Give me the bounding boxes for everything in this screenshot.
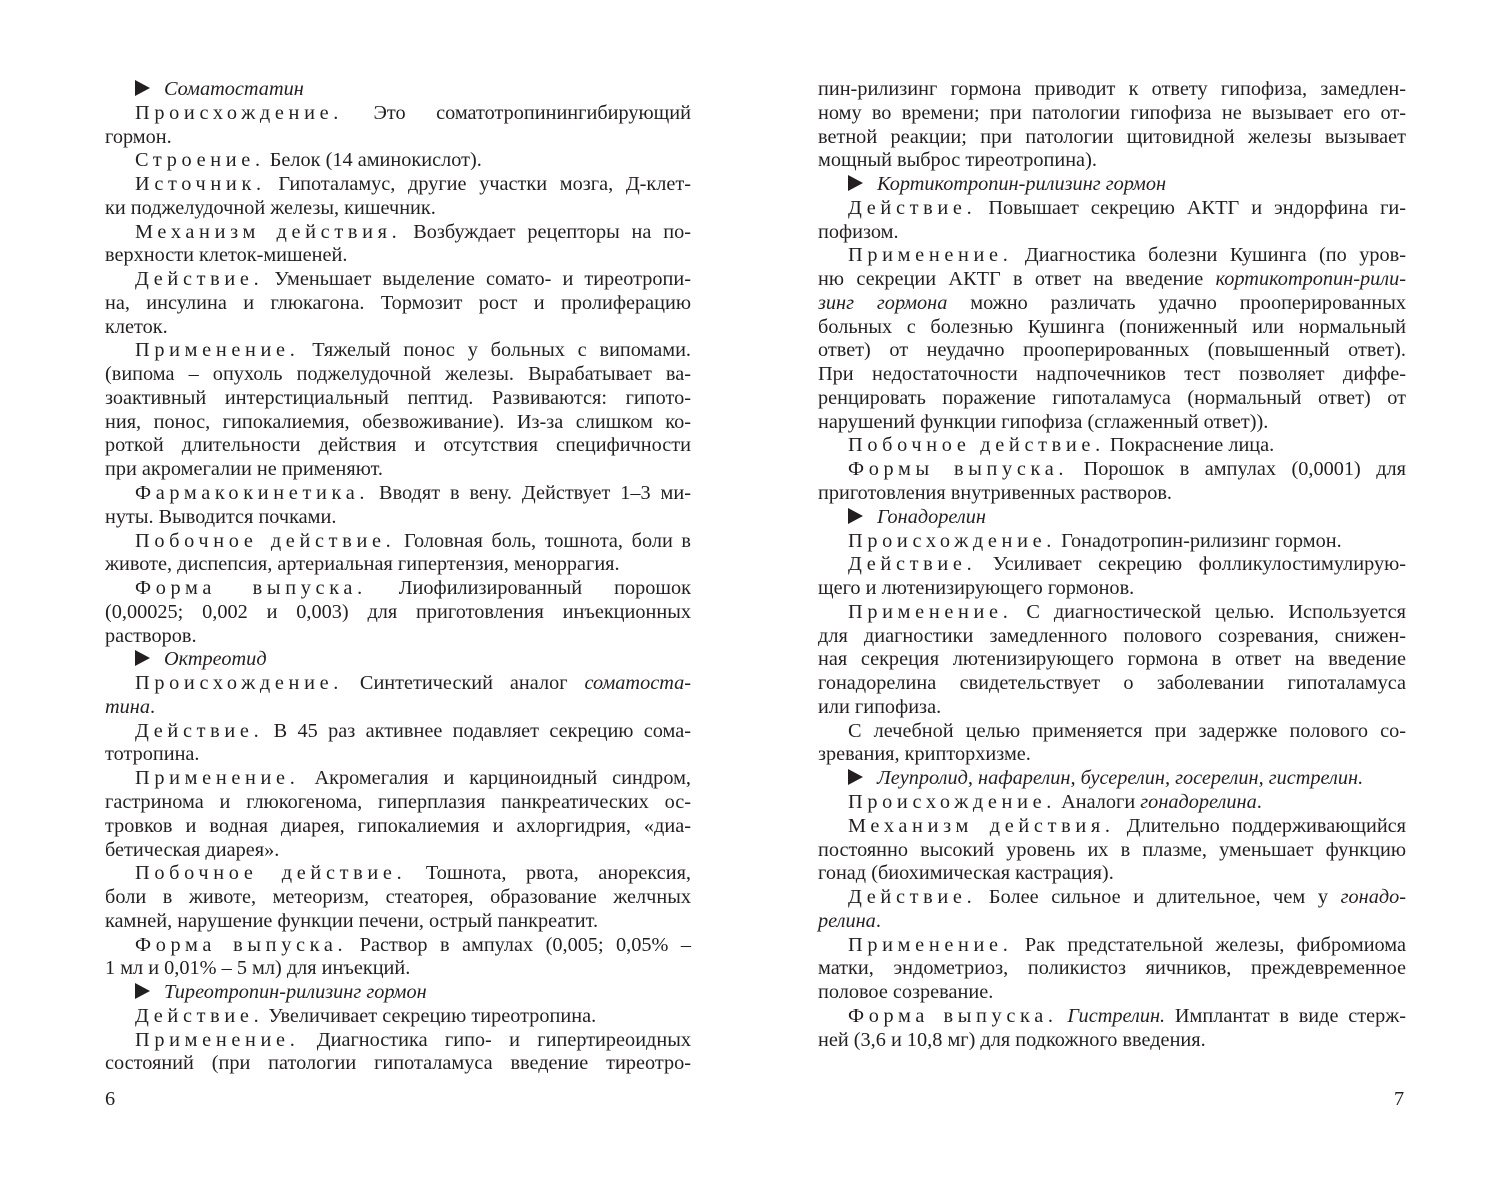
text-line [105,839,691,863]
text-line [105,316,691,340]
triangle-bullet-icon [135,80,150,96]
text-line [818,102,1406,126]
text-line [818,339,1406,363]
body-text: на, инсулина и глюкагона. Тормозит рост и пролиферацию [105,291,691,314]
body-text: Тяжелый понос у больных с випомами. [299,339,691,362]
left-page-text [105,78,691,1076]
body-text: Порошок в ампулах (0,0001) для [1068,458,1407,481]
text-line [818,411,1406,435]
body-text: Усиливает секрецию фолликулостимулирую- [976,553,1406,576]
body-text: ная секреция лютенизирующего гормона в ответ на введение [818,648,1406,671]
body-text: матки, эндометриоз, поликистоз яичников, преждевременное [818,957,1406,980]
text-line [818,268,1406,292]
triangle-bullet-icon [848,508,863,524]
text-line [818,1005,1406,1029]
body-text: или гипофиза. [818,695,942,718]
text-line [818,149,1406,173]
body-text: Рак предстательной железы, фибромиома [1012,933,1406,956]
text-line [105,767,691,791]
body-text: половое созревание. [818,981,994,1004]
text-line [818,530,1406,554]
spaced-label: Действие. [848,886,977,909]
text-line [105,957,691,981]
body-text: тровков и водная диарея, гипокалиемия и ахлоргидрия, «диа- [105,814,691,837]
body-text: ней (3,6 и 10,8 мг) для подкожного введения. [818,1028,1206,1051]
triangle-bullet-icon [135,650,150,666]
text-line [105,126,691,150]
body-text: постоянно высокий уровень их в плазме, уменьшает функцию [818,838,1406,861]
triangle-bullet-icon [848,175,863,191]
body-text: В 45 раз активнее подавляет секрецию сома- [263,719,691,742]
text-line [818,601,1406,625]
text-line [105,720,691,744]
text-line [818,815,1406,839]
text-line [818,126,1406,150]
text-line [818,197,1406,221]
body-text: Более сильное и длительное, чем у [976,886,1341,909]
body-text: при акромегалии не применяют. [105,458,383,481]
text-line [105,221,691,245]
body-text: Раствор в ампулах (0,005; 0,05% – [347,933,691,956]
body-text: ному во времени; при патологии гипофиза не вызывает его от- [818,101,1406,124]
text-line [818,577,1406,601]
heading-text: Тиреотропин-рилизинг гормон [164,981,427,1004]
italic-text: гонадорелина [1140,790,1257,813]
body-text: нуты. Выводится почками. [105,505,337,528]
text-line [105,506,691,530]
text-line [105,601,691,625]
heading-text: Гонадорелин [877,505,986,528]
body-text: тотропина. [105,743,200,766]
body-text: Аналоги [1056,790,1141,813]
text-line [818,1029,1406,1053]
text-line [818,672,1406,696]
text-line [818,221,1406,245]
body-text: ния, понос, гипокалиемия, обезвоживание). Из-за слишком ко- [105,410,691,433]
text-line [105,292,691,316]
text-line [818,910,1406,934]
body-text: Гипоталамус, другие участки мозга, Д-клет- [265,173,691,196]
body-text: Вводят в вену. Действует 1–3 ми- [369,482,691,505]
text-line [105,791,691,815]
spaced-label: Действие. [135,719,264,742]
spaced-label: Механизм действия. [135,220,402,243]
body-text: Возбуждает рецепторы на по- [401,220,691,243]
triangle-bullet-icon [135,983,150,999]
spaced-label: Действие. [848,196,977,219]
spaced-label: Строение. [135,149,265,172]
italic-text: релина [818,909,876,932]
body-text: клеток. [105,315,168,338]
italic-text: гонадо- [1340,886,1406,909]
spaced-label: Действие. [848,553,977,576]
body-text: . [1256,790,1262,813]
body-text: Диагностика гипо- и гипертиреоидных [299,1028,691,1051]
body-text: Диагностика болезни Кушинга (по уров- [1012,244,1406,267]
text-line [105,482,691,506]
body-text: гонад (биохимическая кастрация). [818,862,1114,885]
text-line [105,886,691,910]
body-text: зревания, крипторхизме. [818,743,1031,766]
body-text: гастринома и глюкогенома, гиперплазия панкреатических ос- [105,790,691,813]
text-line [105,339,691,363]
italic-text: Гистрелин. [1067,1004,1166,1027]
text-line [105,625,691,649]
text-line [818,458,1406,482]
body-text: растворов. [105,624,197,647]
italic-text: тина [105,695,150,718]
text-line [105,1052,691,1076]
text-line [818,363,1406,387]
text-line [818,625,1406,649]
body-text [1058,1005,1068,1027]
body-text: состояний (при патологии гипоталамуса введение тиреотро- [105,1052,691,1075]
text-line [105,363,691,387]
text-line [818,648,1406,672]
section-heading [818,506,1406,530]
text-line [818,316,1406,340]
text-line [818,78,1406,102]
text-line [818,934,1406,958]
text-line [818,292,1406,316]
spaced-label: Форма выпуска. [135,577,367,600]
italic-text: соматоста- [584,672,691,695]
body-text: 1 мл и 0,01% – 5 мл) для инъекций. [105,957,411,980]
body-text: ветной реакции; при патологии щитовидной железы вызывает [818,125,1406,148]
body-text: (випома – опухоль поджелудочной железы. Вырабатывает ва- [105,363,691,386]
body-text: С лечебной целью применяется при задержке полового со- [848,719,1406,742]
text-line [818,886,1406,910]
spaced-label: Побочное действие. [848,434,1105,457]
page-number-right: 7 [1394,1088,1405,1110]
text-line [105,743,691,767]
text-line [818,791,1406,815]
body-text: гормон. [105,125,172,148]
body-text: Это соматотропинингибирующий [343,101,691,124]
spaced-label: Форма выпуска. [135,933,348,956]
text-line [818,553,1406,577]
spaced-label: Применение. [135,1028,300,1051]
body-text: (0,00025; 0,002 и 0,003) для приготовления инъекционных [105,600,691,623]
text-line [105,387,691,411]
text-line [105,815,691,839]
text-line [818,696,1406,720]
spaced-label: Формы выпуска. [848,458,1069,481]
body-text: пин-рилизинг гормона приводит к ответу гипофиза, замедлен- [818,78,1406,100]
spaced-label: Происхождение. [135,101,343,124]
body-text: Покраснение лица. [1104,434,1275,457]
body-text: для диагностики замедленного полового созревания, снижен- [818,624,1406,647]
spaced-label: Происхождение. [848,790,1056,813]
spaced-label: Источник. [135,173,266,196]
text-line [105,149,691,173]
spaced-label: Действие. [135,1004,264,1027]
body-text: Имплантат в виде стерж- [1165,1004,1406,1027]
text-line [105,696,691,720]
italic-text: кортикотропин-рили- [1215,268,1406,291]
spaced-label: Происхождение. [848,529,1056,552]
body-text: . [150,695,156,718]
text-line [105,672,691,696]
text-line [105,102,691,126]
spaced-label: Применение. [848,244,1013,267]
body-text: ренцировать поражение гипоталамуса (нормальный ответ) от [818,386,1406,409]
text-line [105,934,691,958]
body-text: При недостаточности надпочечников тест позволяет диффе- [818,363,1406,386]
spaced-label: Применение. [848,933,1013,956]
text-line [105,862,691,886]
section-heading [105,981,691,1005]
page-number-left: 6 [105,1088,116,1110]
text-line [105,530,691,554]
text-line [105,434,691,458]
spaced-label: Механизм действия. [848,814,1115,837]
text-line [105,197,691,221]
text-line [818,743,1406,767]
spaced-label: Применение. [848,600,1013,623]
section-heading [818,767,1406,791]
text-line [105,1029,691,1053]
body-text: бетическая диарея». [105,838,280,861]
body-text: зоактивный интерстициальный пептид. Развиваются: гипото- [105,386,691,409]
italic-text: зинг гормона [818,291,948,314]
text-line [105,458,691,482]
body-text: верхности клеток-мишеней. [105,244,348,267]
body-text: ответ) от неудачно прооперированных (повышенный ответ). [818,339,1406,362]
body-text: Тошнота, рвота, анорексия, [406,862,691,885]
body-text: можно различать удачно прооперированных [947,291,1406,314]
body-text: Уменьшает выделение сомато- и тиреотропи- [263,268,691,291]
text-line [105,910,691,934]
spaced-label: Фармакокинетика. [135,482,370,505]
text-line [105,577,691,601]
spaced-label: Происхождение. [135,672,343,695]
body-text: Длительно поддерживающийся [1114,814,1407,837]
body-text: пофизом. [818,220,899,243]
spaced-label: Применение. [135,767,300,790]
spaced-label: Побочное действие. [135,529,396,552]
body-text: роткой длительности действия и отсутствия специфичности [105,434,691,457]
body-text: больных с болезнью Кушинга (пониженный или нормальный [818,315,1406,338]
spaced-label: Применение. [135,339,300,362]
text-line [105,1005,691,1029]
spaced-label: Побочное действие. [135,862,407,885]
text-line [105,553,691,577]
text-line [105,268,691,292]
body-text: приготовления внутривенных растворов. [818,482,1173,505]
right-page-text [818,78,1406,1052]
body-text: . [875,909,881,932]
body-text: Синтетический аналог [343,672,585,695]
text-line [818,482,1406,506]
body-text: Гонадотропин-рилизинг гормон. [1056,529,1342,552]
section-heading [105,78,691,102]
body-text: ки поджелудочной железы, кишечник. [105,196,436,219]
text-line [818,387,1406,411]
triangle-bullet-icon [848,769,863,785]
body-text: Белок (14 аминокислот). [264,149,482,172]
text-line [105,173,691,197]
heading-text: Кортикотропин-рилизинг гормон [877,173,1167,196]
section-heading [818,173,1406,197]
body-text: Акромегалия и карциноидный синдром, [299,767,691,790]
body-text: животе, диспепсия, артериальная гипертензия, меноррагия. [105,553,620,576]
body-text: Повышает секрецию АКТГ и эндорфина ги- [976,196,1406,219]
body-text: Лиофилизированный порошок [366,577,692,600]
text-line [105,411,691,435]
body-text: Головная боль, тошнота, боли в [395,529,692,552]
body-text: боли в животе, метеоризм, стеаторея, образование желчных [105,886,691,909]
text-line [818,957,1406,981]
body-text: мощный выброс тиреотропина). [818,149,1097,172]
text-line [818,434,1406,458]
spaced-label: Форма выпуска. [848,1004,1058,1027]
body-text: щего и лютенизирующего гормонов. [818,577,1135,600]
body-text: С диагностической целью. Используется [1012,600,1406,623]
body-text: Увеличивает секрецию тиреотропина. [263,1004,597,1027]
heading-text: Леупролид, нафарелин, бусерелин, госерелин, гистрелин. [877,767,1364,790]
text-line [105,244,691,268]
body-text: камней, нарушение функции печени, острый панкреатит. [105,909,599,932]
text-line [818,244,1406,268]
body-text: ню секреции АКТГ в ответ на введение [818,268,1216,291]
text-line [818,839,1406,863]
heading-text: Октреотид [164,648,267,671]
text-line [818,720,1406,744]
body-text: нарушений функции гипофиза (сглаженный ответ)). [818,410,1269,433]
body-text: гонадорелина свидетельствует о заболевании гипоталамуса [818,672,1406,695]
heading-text: Соматостатин [164,78,304,100]
text-line [818,981,1406,1005]
spaced-label: Действие. [135,268,264,291]
text-line [818,862,1406,886]
section-heading [105,648,691,672]
